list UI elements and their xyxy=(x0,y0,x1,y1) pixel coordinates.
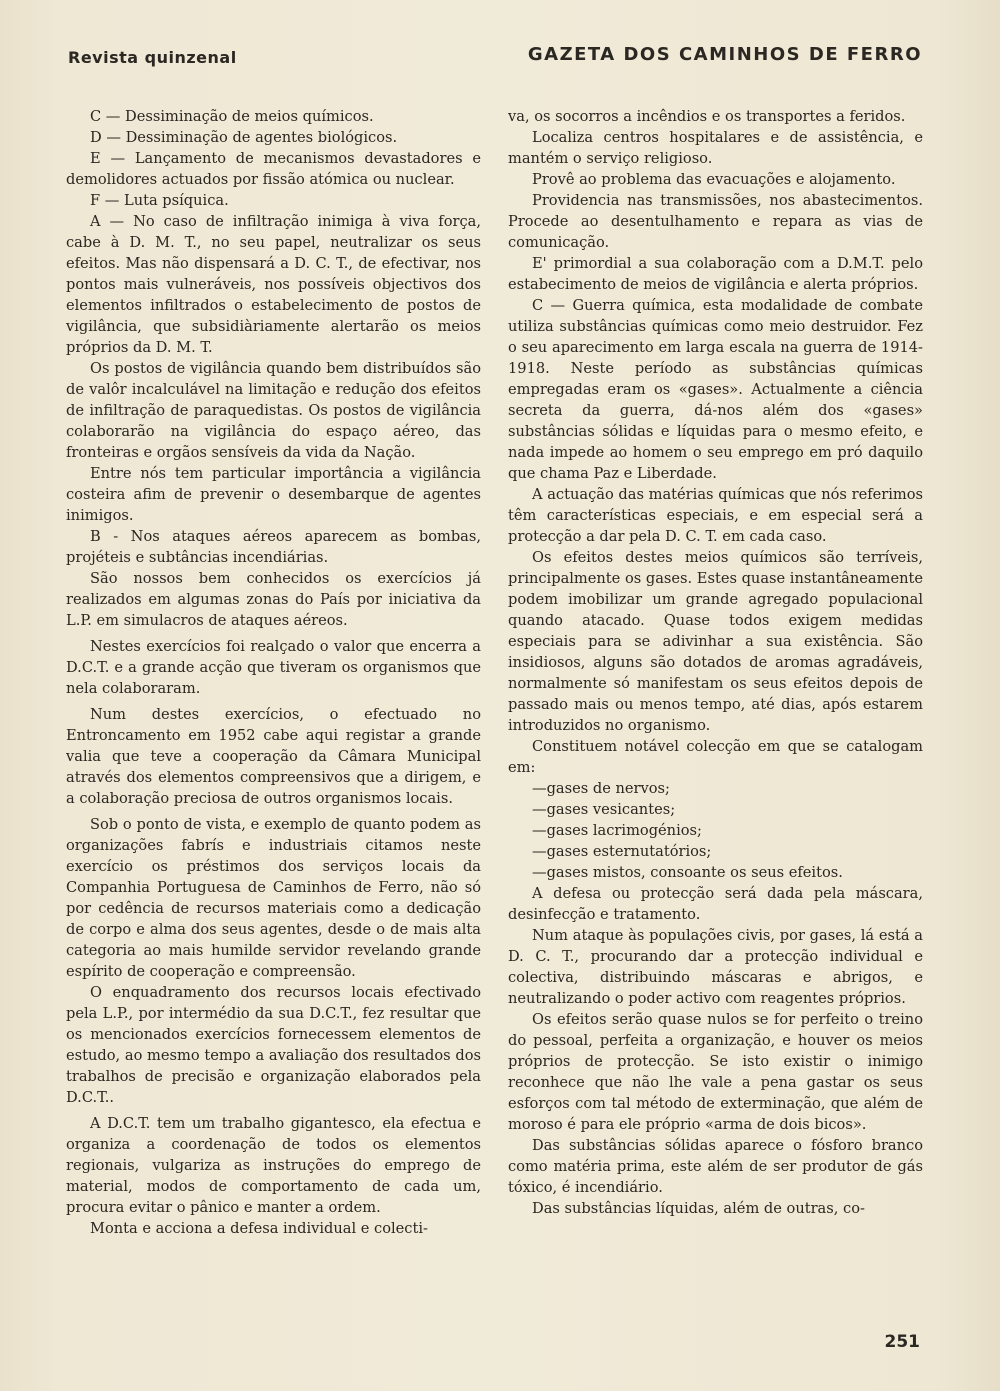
paragraph: C — Dessiminação de meios químicos. xyxy=(90,108,374,125)
paragraph: Num ataque às populações civis, por gases, lá está a D. C. T., procurando dar a protecção individual e colectiva, distribuindo máscaras e abrigos, e neutralizando o poder activo com reagentes próprios. xyxy=(508,927,923,1007)
paragraph: São nossos bem conhecidos os exercícios já realizados em algumas zonas do País por iniciativa da L.P. em simulacros de ataques aéreos. xyxy=(66,570,481,629)
paragraph: Localiza centros hospitalares e de assistência, e mantém o serviço religioso. xyxy=(508,129,923,167)
page-number: 251 xyxy=(884,1332,920,1352)
paragraph: Entre nós tem particular importância a vigilância costeira afim de prevenir o desembarque de agentes inimigos. xyxy=(66,465,481,524)
right-column xyxy=(508,106,923,1219)
list-item: —gases de nervos; xyxy=(532,780,670,797)
paragraph: Os postos de vigilância quando bem distribuídos são de valôr incalculável na limitação e redução dos efeitos de infiltração de paraquedistas. Os postos de vigilância colaborarão na vigilância do espaço aéreo, das fronteiras e orgãos sensíveis da vida da Nação. xyxy=(66,360,481,461)
paragraph: Provê ao problema das evacuações e alojamento. xyxy=(532,171,896,188)
paragraph: Os efeitos destes meios químicos são terríveis, principalmente os gases. Estes quase instantâneamente podem imobilizar um grande agregado populacional quando atacado. Quase todos exigem medidas especiais para se adivinhar a sua existência. São insidiosos, alguns são dotados de aromas agradáveis, normalmente só manifestam os seus efeitos depois de passado mais ou menos tempo, até dias, após estarem introduzidos no organismo. xyxy=(508,549,923,734)
paragraph: Nestes exercícios foi realçado o valor que encerra a D.C.T. e a grande acção que tiveram os organismos que nela colaboraram. xyxy=(66,638,481,697)
paragraph: Das substâncias sólidas aparece o fósforo branco como matéria prima, este além de ser produtor de gás tóxico, é incendiário. xyxy=(508,1137,923,1196)
header-magazine-title: GAZETA DOS CAMINHOS DE FERRO xyxy=(527,44,922,65)
paragraph: A D.C.T. tem um trabalho gigantesco, ela efectua e organiza a coordenação de todos os elementos regionais, vulgariza as instruções do emprego de material, modos de comportamento de cada um, procura evitar o pânico e manter a ordem. xyxy=(66,1115,481,1216)
paragraph: Constituem notável colecção em que se catalogam em: xyxy=(508,738,923,776)
paragraph: A actuação das matérias químicas que nós referimos têm características especiais, e em especial será a protecção a dar pela D. C. T. em cada caso. xyxy=(508,486,923,545)
paragraph: Das substâncias líquidas, além de outras, co- xyxy=(532,1200,865,1217)
paragraph: O enquadramento dos recursos locais efectivado pela L.P., por intermédio da sua D.C.T., fez resultar que os mencionados exercícios fornecessem elementos de estudo, ao mesmo tempo a avaliação dos resultados dos trabalhos de precisão e organização elaborados pela D.C.T.. xyxy=(66,984,481,1106)
paragraph: va, os socorros a incêndios e os transportes a feridos. xyxy=(508,108,906,125)
list-item: —gases esternutatórios; xyxy=(532,843,712,860)
paragraph: Sob o ponto de vista, e exemplo de quanto podem as organizações fabrís e industriais citamos neste exercício os préstimos dos serviços locais da Companhia Portuguesa de Caminhos de Ferro, não só por cedência de recursos materiais como a dedicação de corpo e alma dos seus agentes, desde o de mais alta categoria ao mais humilde servidor revelando grande espírito de cooperação e compreensão. xyxy=(66,816,481,980)
paragraph: Os efeitos serão quase nulos se for perfeito o treino do pessoal, perfeita a organização, e houver os meios próprios de protecção. Se isto existir o inimigo reconhece que não lhe vale a pena gastar os seus esforços com tal método de exterminação, que além de moroso é para ele próprio «arma de dois bicos». xyxy=(508,1011,923,1133)
paragraph: A defesa ou protecção será dada pela máscara, desinfecção e tratamento. xyxy=(508,885,923,923)
list-item: —gases vesicantes; xyxy=(532,801,676,818)
gas-types-list xyxy=(508,778,923,883)
paragraph: D — Dessiminação de agentes biológicos. xyxy=(90,129,398,146)
list-item: —gases mistos, consoante os seus efeitos. xyxy=(532,864,843,881)
paragraph: C — Guerra química, esta modalidade de combate utiliza substâncias químicas como meio destruidor. Fez o seu aparecimento em larga escala na guerra de 1914-1918. Neste período as substâncias químicas empregadas eram os «gases». Actualmente a ciência secreta da guerra, dá-nos além dos «gases» substâncias sólidas e líquidas para o mesmo efeito, e nada impede ao homem o seu emprego em pró daquilo que chama Paz e Liberdade. xyxy=(508,297,923,482)
paragraph: Num destes exercícios, o efectuado no Entroncamento em 1952 cabe aqui registar a grande valia que teve a cooperação da Câmara Municipal através dos elementos compreensivos que a dirigem, e a colaboração preciosa de outros organismos locais. xyxy=(66,706,481,807)
paragraph: F — Luta psíquica. xyxy=(90,192,229,209)
paragraph: Monta e acciona a defesa individual e colecti- xyxy=(90,1220,428,1237)
paragraph: E — Lançamento de mecanismos devastadores e demolidores actuados por fissão atómica ou nuclear. xyxy=(66,150,481,188)
left-column xyxy=(66,106,481,1239)
list-item: —gases lacrimogénios; xyxy=(532,822,702,839)
paragraph: A — No caso de infiltração inimiga à viva força, cabe à D. M. T., no seu papel, neutralizar os seus efeitos. Mas não dispensará a D. C. T., de efectivar, nos pontos mais vulneráveis, nos possíveis objectivos dos elementos infiltrados o estabelecimento de postos de vigilância, que subsidiàriamente alertarão os meios próprios da D. M. T. xyxy=(66,213,481,356)
paragraph: Providencia nas transmissões, nos abastecimentos. Procede ao desentulhamento e repara as vias de comunicação. xyxy=(508,192,923,251)
header-publication-frequency: Revista quinzenal xyxy=(68,48,237,67)
paragraph: E' primordial a sua colaboração com a D.M.T. pelo estabecimento de meios de vigilância e alerta próprios. xyxy=(508,255,923,293)
paragraph: B - Nos ataques aéreos aparecem as bombas, projéteis e subtâncias incendiárias. xyxy=(66,528,481,566)
